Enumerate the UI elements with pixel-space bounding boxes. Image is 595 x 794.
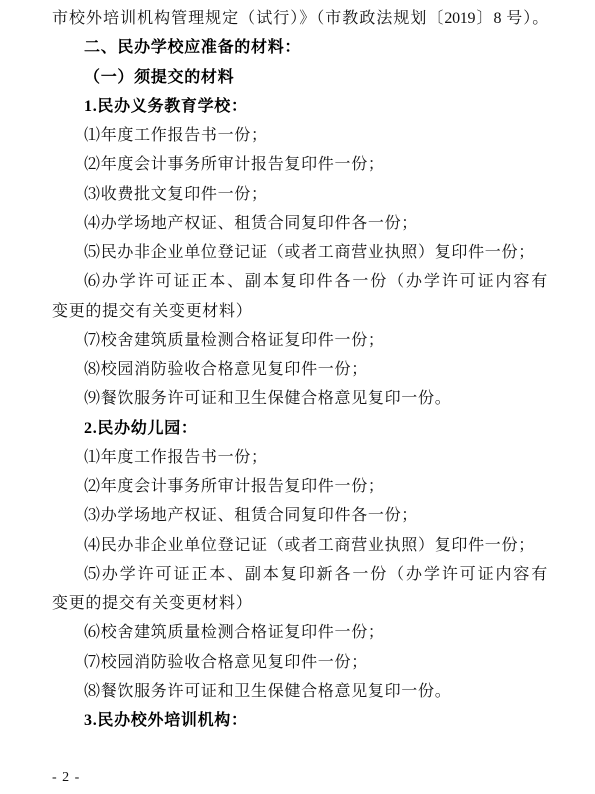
group-heading: 2.民办幼儿园： <box>84 419 198 437</box>
list-item-text: ⑼餐饮服务许可证和卫生保健合格意见复印一份。 <box>84 390 452 408</box>
list-item-text: ⑴年度工作报告书一份； <box>84 127 268 144</box>
list-item-text: ⑻校园消防验收合格意见复印件一份； <box>84 361 368 378</box>
list-item-text: ⑺校园消防验收合格意见复印件一份； <box>84 653 368 671</box>
list-item-text: ⑻餐饮服务许可证和卫生保健合格意见复印一份。 <box>84 682 452 700</box>
item-group <box>52 414 548 707</box>
list-item <box>52 238 548 267</box>
list-item <box>52 355 548 384</box>
list-item <box>52 443 548 472</box>
section-heading: 二、民办学校应准备的材料： <box>84 39 302 57</box>
list-item-text: ⑴年度工作报告书一份； <box>84 448 268 466</box>
list-item-text: ⑵年度会计事务所审计报告复印件一份； <box>84 478 385 495</box>
list-item <box>52 677 548 706</box>
list-item <box>52 209 548 238</box>
list-item-text: ⑸办学许可证正本、副本复印新各一份（办学许可证内容有 <box>84 565 548 583</box>
list-item-text: ⑷办学场地产权证、租赁合同复印件各一份； <box>84 214 419 232</box>
group-heading: 3.民办校外培训机构： <box>84 712 248 729</box>
list-item <box>52 472 548 501</box>
list-item-text: ⑸民办非企业单位登记证（或者工商营业执照）复印件一份； <box>84 244 535 261</box>
list-item <box>52 121 548 150</box>
list-item-text: ⑺校舍建筑质量检测合格证复印件一份； <box>84 331 385 349</box>
list-item <box>52 501 548 530</box>
item-group <box>52 706 548 735</box>
list-item <box>52 531 548 560</box>
document-body <box>52 4 548 735</box>
list-item-text: ⑵年度会计事务所审计报告复印件一份； <box>84 156 385 174</box>
list-item-continuation: 变更的提交有关变更材料） <box>52 595 253 612</box>
list-item <box>52 150 548 179</box>
item-group <box>52 92 548 414</box>
list-item <box>52 384 548 413</box>
list-item-text: ⑶办学场地产权证、租赁合同复印件各一份； <box>84 507 419 525</box>
list-item-text: ⑷民办非企业单位登记证（或者工商营业执照）复印件一份； <box>84 536 535 554</box>
list-item-text: ⑹校舍建筑质量检测合格证复印件一份； <box>84 624 385 642</box>
list-item <box>52 326 548 355</box>
list-item <box>52 180 548 209</box>
group-heading: 1.民办义务教育学校： <box>84 97 248 115</box>
list-item <box>52 618 548 647</box>
page-number: - 2 - <box>52 770 81 785</box>
list-item <box>52 560 548 619</box>
subsection-heading: （一）须提交的材料 <box>84 68 235 86</box>
list-item-text: ⑶收费批文复印件一份； <box>84 185 268 203</box>
list-item-text: ⑹办学许可证正本、副本复印件各一份（办学许可证内容有 <box>84 273 548 291</box>
paragraph-continuation: 市校外培训机构管理规定（试行）》（市教政法规划〔2019〕8 号）。 <box>52 10 548 27</box>
list-item <box>52 267 548 326</box>
list-item <box>52 648 548 677</box>
list-item-continuation: 变更的提交有关变更材料） <box>52 302 253 320</box>
